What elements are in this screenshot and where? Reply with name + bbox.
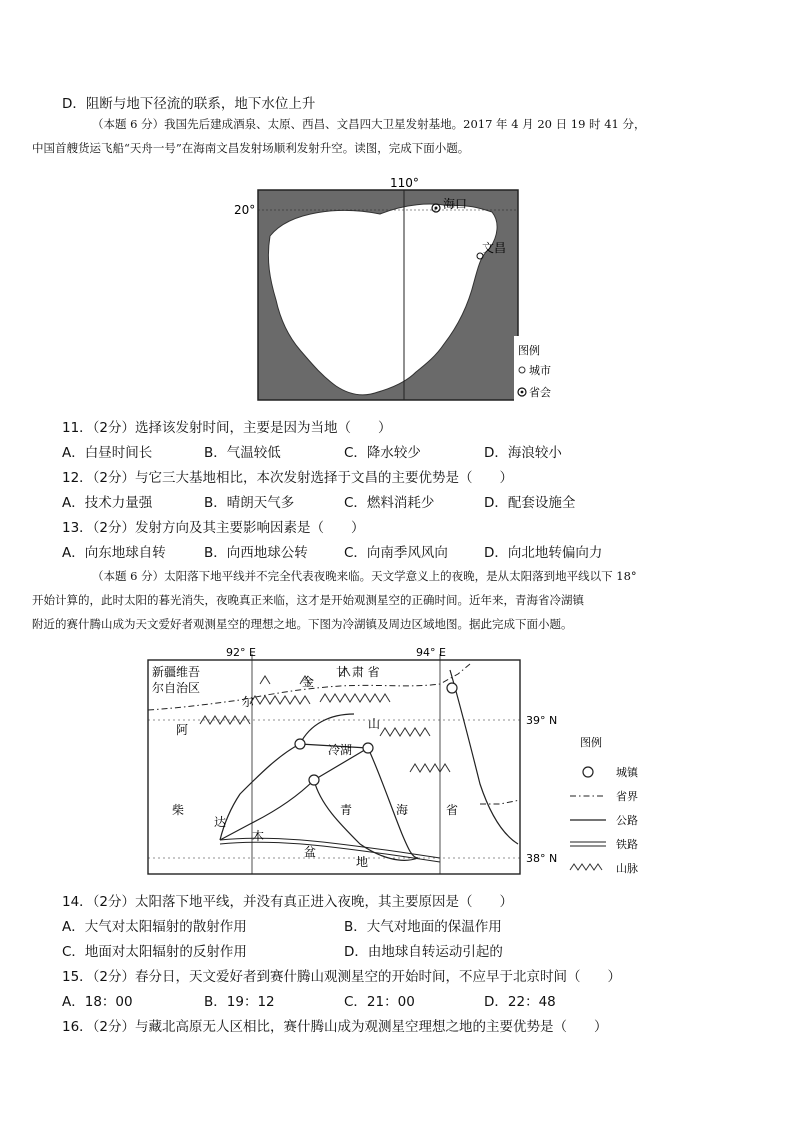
q11-option-d: D．海浪较小 (484, 445, 562, 461)
altun-label-a: 阿 (176, 723, 189, 737)
qinghai-label-sheng: 省 (446, 803, 459, 817)
q12-option-a: A．技术力量强 (62, 495, 153, 511)
haikou-capital-dot (435, 207, 438, 210)
lon-94-label: 94° E (416, 646, 446, 659)
city-wenchang-label: 文昌 (482, 241, 507, 255)
qaidam-label-di: 地 (356, 855, 369, 869)
map1-lon-label: 110° (390, 176, 419, 190)
q14-option-c: C．地面对太阳辐射的反射作用 (62, 944, 247, 960)
question-13-stem: 13．（2分）发射方向及其主要影响因素是（ ） (62, 520, 365, 536)
q11-option-a: A．白昼时间长 (62, 445, 153, 461)
lenghu-label: 冷湖 (328, 743, 353, 757)
intro2-line-b: 开始计算的，此时太阳的暮光消失，夜晚真正来临，这才是开始观测星空的正确时间。近年来，青海省冷湖镇 (32, 593, 584, 607)
lat-39-label: 39° N (526, 714, 558, 727)
lon-92-label: 92° E (226, 646, 256, 659)
qaidam-label-pen: 盆 (304, 845, 317, 859)
q14-option-d: D．由地球自转运动引起的 (344, 944, 503, 960)
map1-lat-label: 20° (234, 203, 256, 217)
q13-option-c: C．向南季风风向 (344, 545, 448, 561)
question-15-stem: 15．（2分）春分日，天文爱好者到赛什腾山观测星空的开始时间，不应早于北京时间（ ） (62, 969, 622, 985)
altun-label-shan: 山 (368, 717, 381, 731)
hainan-map (230, 176, 560, 408)
q14-option-b: B．大气对地面的保温作用 (344, 919, 502, 935)
q13-option-d: D．向北地转偏向力 (484, 545, 603, 561)
qaidam-label-mu: 木 (252, 829, 265, 843)
qaidam-label-da: 达 (214, 815, 227, 829)
intro2-line-a: （本题 6 分）太阳落下地平线并不完全代表夜晚来临。天文学意义上的夜晚，是从太阳落到地平线以下 18° (92, 569, 637, 583)
question-12-stem: 12．（2分）与它三大基地相比，本次发射选择于文昌的主要优势是（ ） (62, 470, 514, 486)
xinjiang-label-2: 尔自治区 (152, 681, 201, 695)
q12-option-b: B．晴朗天气多 (204, 495, 295, 511)
q15-option-d: D．22：48 (484, 994, 556, 1010)
question-11-stem: 11．（2分）选择该发射时间，主要是因为当地（ ） (62, 420, 392, 436)
map2-legend-title: 图例 (580, 736, 602, 749)
q15-option-a: A．18：00 (62, 994, 133, 1010)
q15-option-b: B．19：12 (204, 994, 275, 1010)
map1-legend-city: 城市 (529, 364, 551, 377)
q13-option-a: A．向东地球自转 (62, 545, 166, 561)
q11-option-c: C．降水较少 (344, 445, 421, 461)
town-marker-northeast (447, 683, 457, 693)
lat-38-label: 38° N (526, 852, 558, 865)
xinjiang-label-1: 新疆维吾 (152, 665, 201, 679)
legend-border-text: 省界 (616, 790, 638, 803)
section-intro-1 (32, 112, 752, 160)
previous-question-option-d: D．阻断与地下径流的联系，地下水位上升 (62, 96, 316, 112)
q12-option-d: D．配套设施全 (484, 495, 576, 511)
legend-rail-text: 铁路 (616, 838, 638, 851)
city-haikou-label: 海口 (443, 197, 468, 211)
map2-legend (570, 735, 639, 875)
intro1-line-b: 中国首艘货运飞船“天舟一号”在海南文昌发射场顺利发射升空。读图，完成下面小题。 (32, 141, 470, 155)
q14-option-a: A．大气对太阳辐射的散射作用 (62, 919, 247, 935)
q12-option-c: C．燃料消耗少 (344, 495, 435, 511)
altun-label-jin: 金 (302, 675, 315, 689)
town-marker-lenghu (363, 743, 373, 753)
q11-option-b: B．气温较低 (204, 445, 281, 461)
question-14-stem: 14．（2分）太阳落下地平线，并没有真正进入夜晚，其主要原因是（ ） (62, 894, 514, 910)
q13-option-b: B．向西地球公转 (204, 545, 308, 561)
intro2-line-c: 附近的赛什腾山成为天文爱好者观测星空的理想之地。下图为冷湖镇及周边区域地图。据此完成下面小题。 (32, 617, 573, 631)
qaidam-label-chai: 柴 (172, 803, 185, 817)
section-intro-2 (32, 564, 752, 636)
legend-road-text: 公路 (616, 814, 638, 827)
legend-town-icon (583, 767, 593, 777)
legend-capital-dot (521, 391, 524, 394)
map1-legend-capital: 省会 (529, 386, 551, 399)
intro1-line-a: （本题 6 分）我国先后建成酒泉、太原、西昌、文昌四大卫星发射基地。2017 年 4 月 20 日 19 时 41 分， (92, 117, 646, 131)
town-marker-south (309, 775, 319, 785)
q15-option-c: C．21：00 (344, 994, 415, 1010)
gansu-label: 甘 肃 省 (336, 665, 380, 679)
legend-town-text: 城镇 (616, 766, 638, 779)
qinghai-label-qing: 青 (340, 803, 353, 817)
map1-legend-title: 图例 (518, 344, 540, 357)
altun-label-er: 尔 (242, 695, 255, 709)
legend-mountain-text: 山脉 (616, 862, 638, 875)
question-16-stem: 16．（2分）与藏北高原无人区相比，赛什腾山成为观测星空理想之地的主要优势是（ ） (62, 1019, 608, 1035)
lenghu-region-map (140, 644, 660, 880)
legend-mountain-icon (570, 864, 602, 870)
town-marker-west (295, 739, 305, 749)
qinghai-label-hai: 海 (396, 803, 409, 817)
